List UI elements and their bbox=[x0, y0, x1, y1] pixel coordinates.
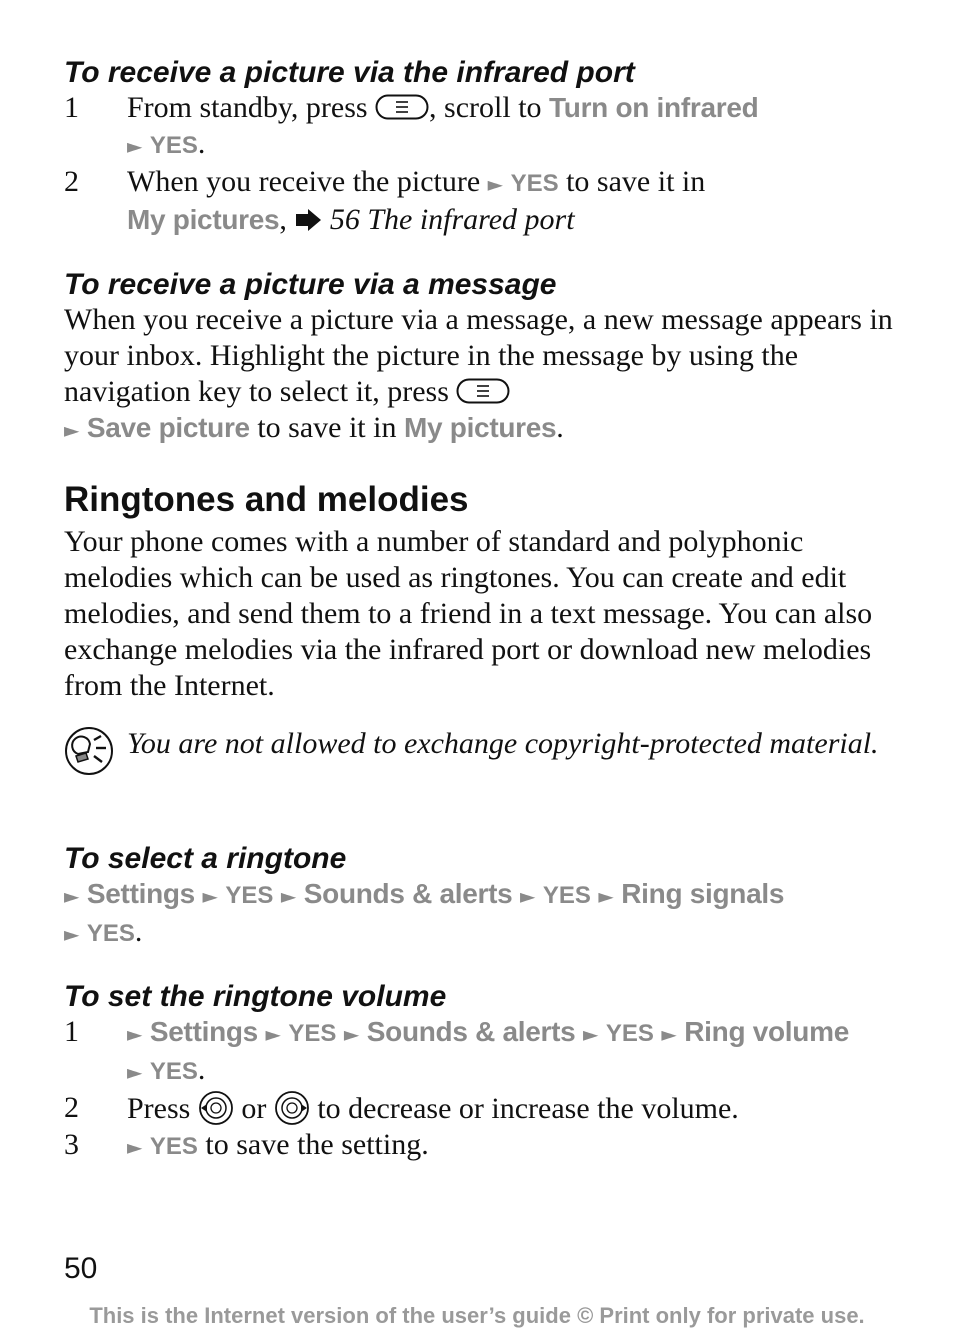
page-reference-link[interactable]: 56 The infrared port bbox=[329, 203, 575, 236]
step-number: 3 bbox=[64, 1128, 79, 1161]
step-text: When you receive the picture bbox=[127, 165, 481, 198]
yes-key-label: YES bbox=[225, 882, 274, 909]
yes-key-label: YES bbox=[605, 1020, 654, 1047]
menu-item-ring-signals: Ring signals bbox=[621, 878, 785, 909]
yes-key-label: YES bbox=[149, 1058, 198, 1085]
step-text: to decrease or increase the volume. bbox=[317, 1092, 739, 1125]
infrared-step-1 bbox=[64, 90, 894, 164]
punctuation: , bbox=[279, 203, 287, 236]
infrared-step-2 bbox=[64, 164, 894, 238]
step-number: 2 bbox=[64, 1091, 79, 1124]
paragraph-text: When you receive a picture via a message, a new message appears in your inbox. Highlight the picture in the message by using the navigation key to select it, press bbox=[64, 303, 893, 408]
step-text: From standby, press bbox=[127, 91, 368, 124]
step-text: Press bbox=[127, 1092, 191, 1125]
navigation-key-left-icon bbox=[198, 1090, 234, 1126]
arrow-icon: ► bbox=[64, 884, 80, 908]
page-number: 50 bbox=[64, 1252, 98, 1285]
ringtones-paragraph: Your phone comes with a number of standard and polyphonic melodies which can be used as ringtones. You can create and edit melodies, and send them to a friend in a text message. You can also exchange melodies via the infrared port or download new melodies from the Internet. bbox=[64, 525, 873, 702]
heading-receive-message: To receive a picture via a message bbox=[64, 268, 557, 301]
menu-item-sounds-alerts: Sounds & alerts bbox=[366, 1016, 576, 1047]
volume-step-1 bbox=[64, 1014, 894, 1090]
yes-key-label: YES bbox=[149, 132, 198, 159]
punctuation: . bbox=[134, 915, 143, 948]
menu-key-icon bbox=[456, 378, 510, 404]
step-number: 1 bbox=[64, 91, 79, 124]
arrow-icon: ► bbox=[487, 172, 504, 196]
select-ringtone-path bbox=[64, 876, 894, 952]
heading-select-ringtone: To select a ringtone bbox=[64, 842, 347, 875]
yes-key-label: YES bbox=[288, 1020, 337, 1047]
menu-item-turn-on-infrared: Turn on infrared bbox=[549, 92, 759, 123]
heading-receive-infrared: To receive a picture via the infrared port bbox=[64, 56, 635, 89]
arrow-icon: ► bbox=[582, 1022, 599, 1046]
paragraph-text: to save it in bbox=[257, 411, 397, 444]
yes-key-label: YES bbox=[542, 882, 591, 909]
volume-step-3 bbox=[64, 1127, 894, 1165]
yes-key-label: YES bbox=[86, 920, 135, 947]
message-paragraph bbox=[64, 302, 894, 448]
section-select-ringtone bbox=[64, 842, 894, 952]
arrow-icon: ► bbox=[598, 884, 614, 908]
arrow-icon: ► bbox=[64, 922, 80, 946]
reference-arrow-icon bbox=[294, 209, 322, 231]
menu-item-save-picture: Save picture bbox=[86, 412, 250, 443]
menu-key-icon bbox=[375, 94, 429, 120]
punctuation: . bbox=[556, 411, 564, 444]
menu-item-ring-volume: Ring volume bbox=[684, 1016, 849, 1047]
arrow-icon: ► bbox=[661, 1022, 677, 1046]
step-text: or bbox=[241, 1092, 267, 1125]
step-text: to save the setting. bbox=[205, 1128, 429, 1161]
section-ringtones bbox=[64, 480, 894, 762]
volume-step-2 bbox=[64, 1090, 894, 1127]
copyright-note bbox=[64, 726, 894, 762]
step-number: 2 bbox=[64, 165, 79, 198]
note-text: You are not allowed to exchange copyright-protected material. bbox=[127, 727, 879, 760]
menu-item-my-pictures: My pictures bbox=[127, 204, 280, 235]
section-ringtone-volume bbox=[64, 980, 894, 1165]
arrow-icon: ► bbox=[64, 418, 80, 442]
navigation-key-right-icon bbox=[274, 1090, 310, 1126]
yes-key-label: YES bbox=[149, 1133, 198, 1160]
step-text: , scroll to bbox=[429, 91, 542, 124]
arrow-icon: ► bbox=[127, 1060, 143, 1084]
menu-item-my-pictures: My pictures bbox=[403, 412, 557, 443]
step-number: 1 bbox=[64, 1015, 79, 1048]
punctuation: . bbox=[197, 127, 206, 160]
punctuation: . bbox=[197, 1053, 206, 1086]
section-message bbox=[64, 268, 894, 448]
arrow-icon: ► bbox=[127, 134, 143, 158]
arrow-icon: ► bbox=[127, 1135, 143, 1159]
arrow-icon: ► bbox=[202, 884, 218, 908]
step-text: to save it in bbox=[566, 165, 706, 198]
arrow-icon: ► bbox=[343, 1022, 360, 1046]
lightbulb-note-icon bbox=[64, 726, 114, 776]
arrow-icon: ► bbox=[280, 884, 297, 908]
arrow-icon: ► bbox=[265, 1022, 281, 1046]
heading-ringtones-and-melodies: Ringtones and melodies bbox=[64, 480, 469, 519]
menu-item-settings: Settings bbox=[149, 1016, 258, 1047]
arrow-icon: ► bbox=[519, 884, 536, 908]
footer-notice: This is the Internet version of the user’s guide © Print only for private use. bbox=[89, 1303, 865, 1328]
heading-set-ringtone-volume: To set the ringtone volume bbox=[64, 980, 447, 1013]
menu-item-settings: Settings bbox=[86, 878, 195, 909]
menu-item-sounds-alerts: Sounds & alerts bbox=[303, 878, 513, 909]
arrow-icon: ► bbox=[127, 1022, 143, 1046]
yes-key-label: YES bbox=[510, 170, 559, 197]
section-infrared bbox=[64, 56, 894, 238]
